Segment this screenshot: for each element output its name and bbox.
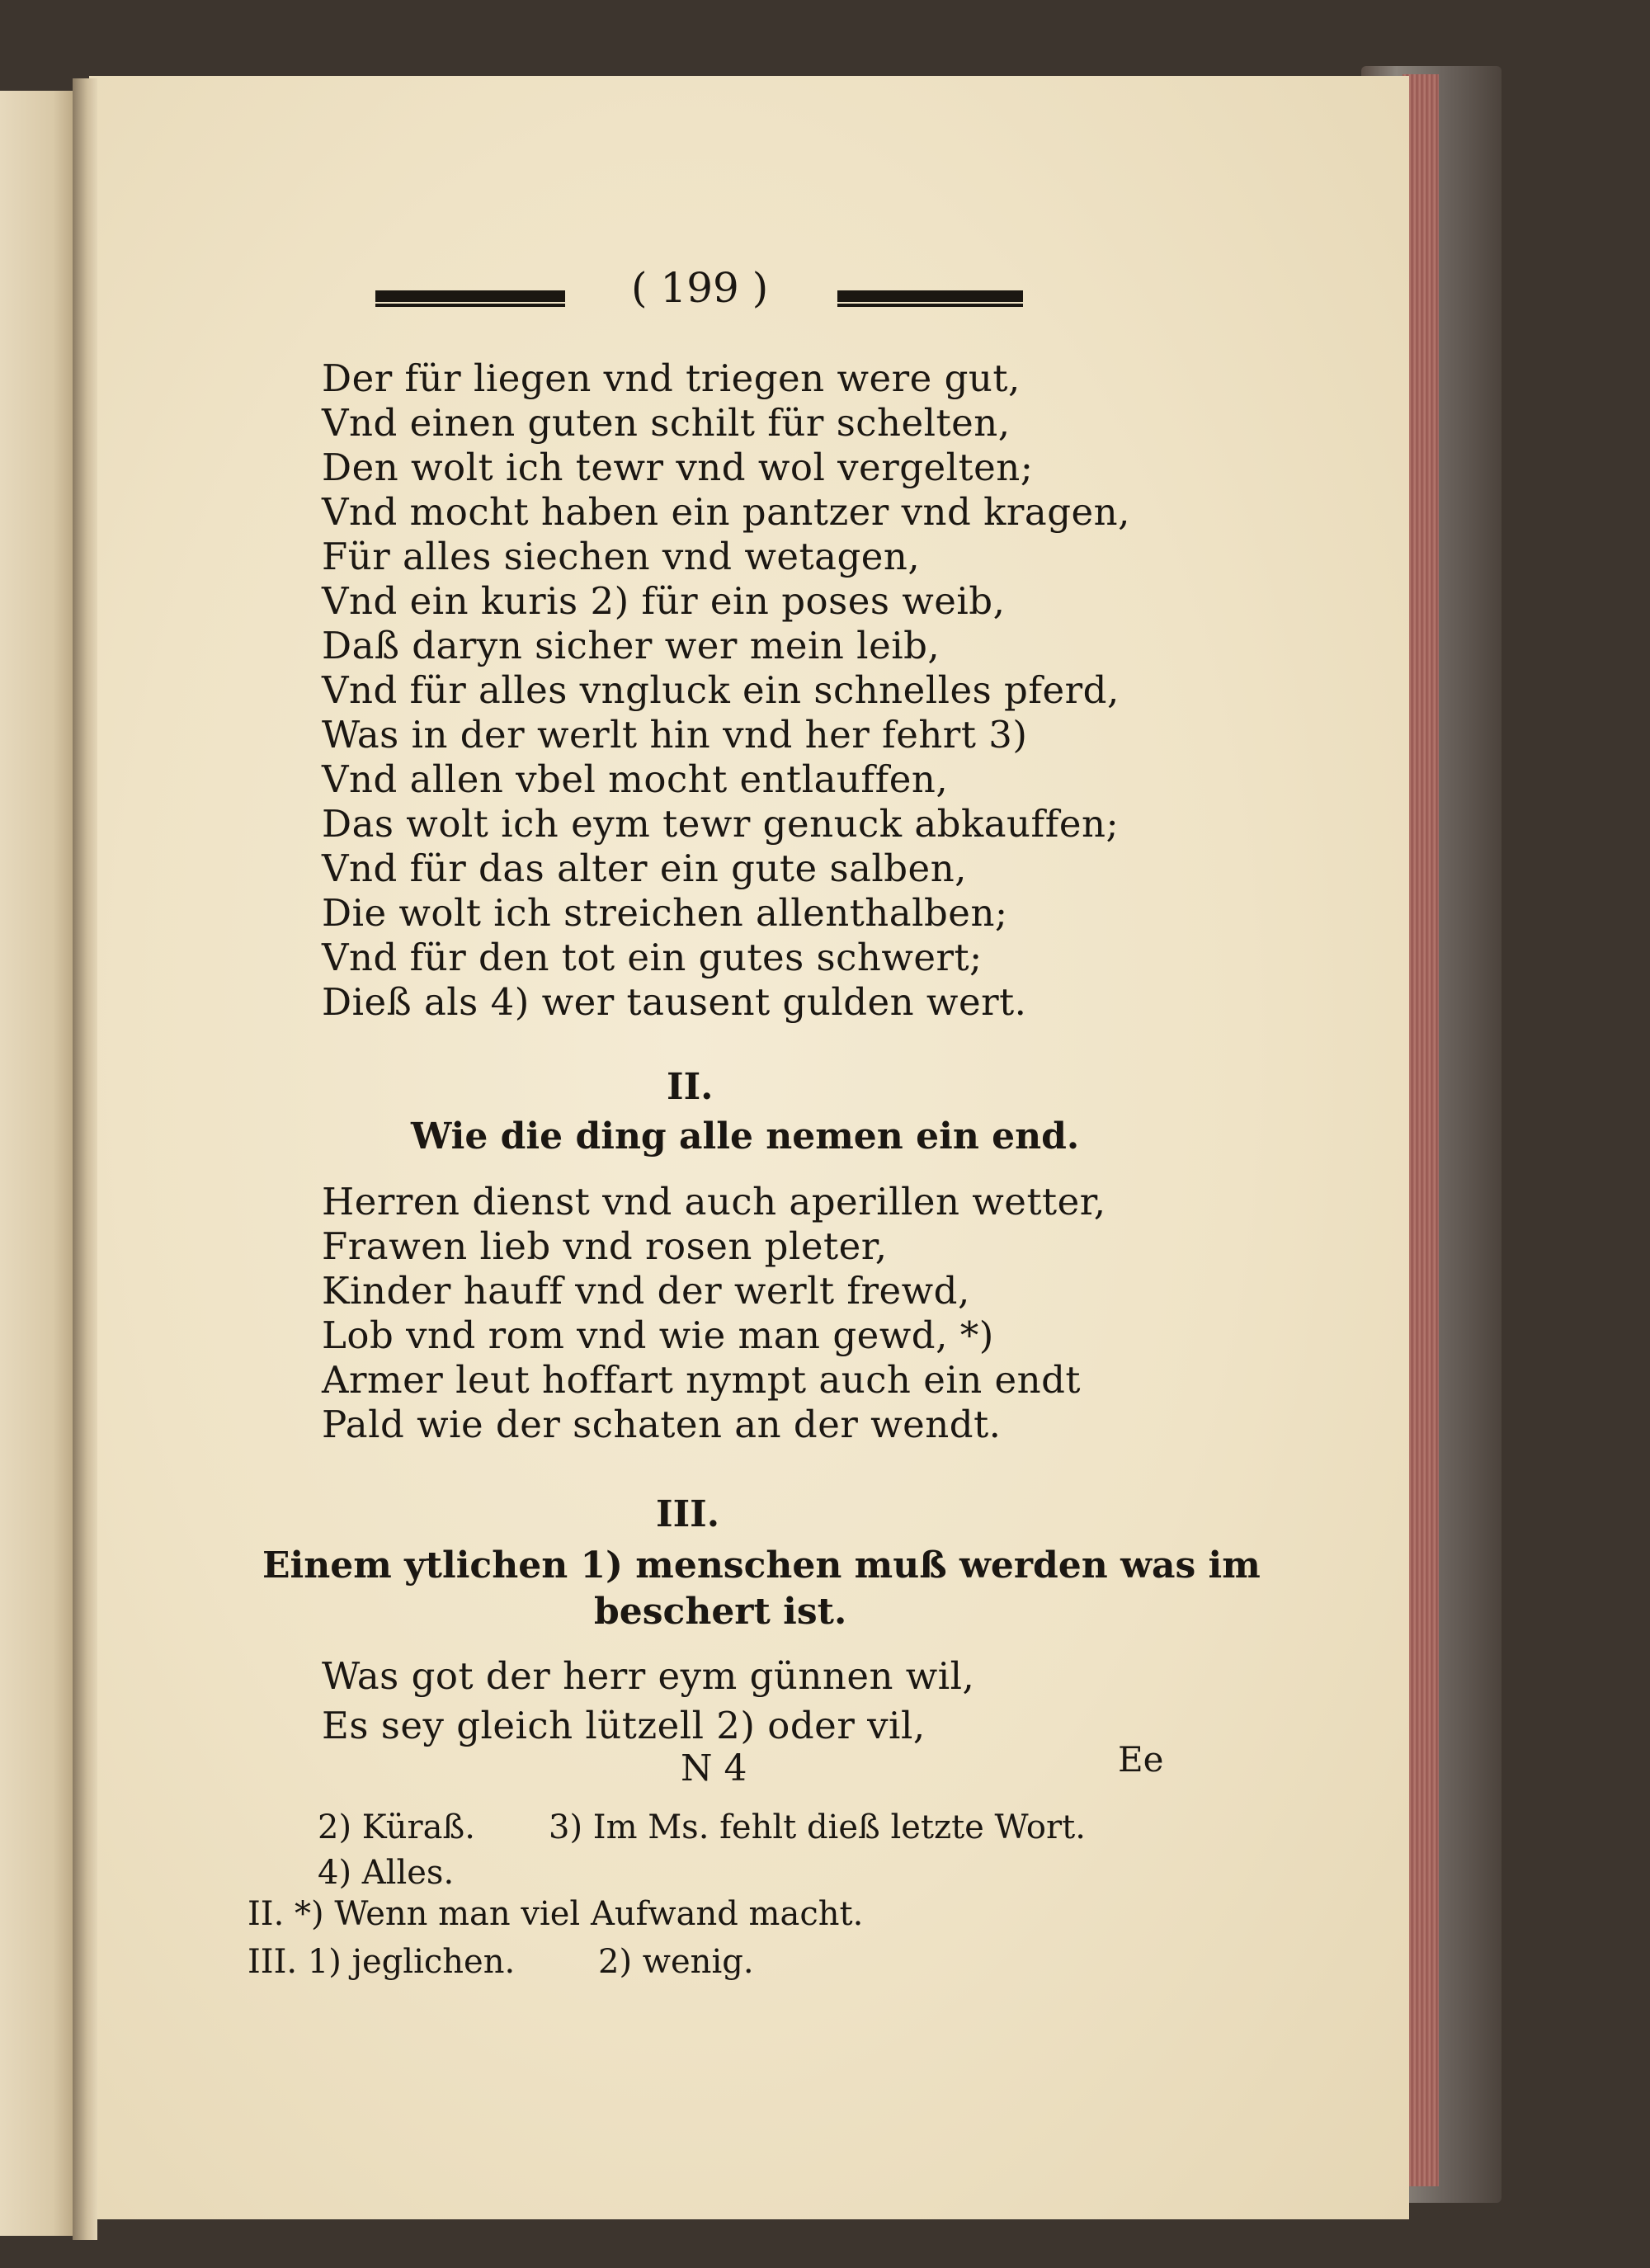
verse-line: Für alles siechen vnd wetagen, xyxy=(322,535,921,578)
verse-line: Dieß als 4) wer tausent gulden wert. xyxy=(322,980,1027,1024)
verse-line: Vnd allen vbel mocht entlauffen, xyxy=(322,757,949,801)
footnote: 4) Alles. xyxy=(318,1854,455,1892)
verse-line: Was got der herr eym günnen wil, xyxy=(322,1654,975,1698)
footnote: 3) Im Ms. fehlt dieß letzte Wort. xyxy=(549,1808,1086,1846)
verse-line: Frawen lieb vnd rosen pleter, xyxy=(322,1224,888,1268)
verse-line: Vnd mocht haben ein pantzer vnd kragen, xyxy=(322,490,1130,534)
section-title: Wie die ding alle nemen ein end. xyxy=(411,1115,1080,1158)
verse-line: Lob vnd rom vnd wie man gewd, *) xyxy=(322,1313,994,1357)
footnote: 2) Küraß. xyxy=(318,1808,475,1846)
section-number: II. xyxy=(667,1066,714,1108)
verse-line: Vnd ein kuris 2) für ein poses weib, xyxy=(322,579,1006,623)
footnote: III. 1) jeglichen. xyxy=(248,1943,516,1981)
verse-line: Vnd einen guten schilt für schelten, xyxy=(322,401,1011,445)
verse-line: Vnd für den tot ein gutes schwert; xyxy=(322,936,983,979)
header-rule-left xyxy=(375,290,565,302)
verse-line: Der für liegen vnd triegen were gut, xyxy=(322,356,1021,400)
verse-line: Die wolt ich streichen allenthalben; xyxy=(322,891,1008,935)
section-title: Einem ytlichen 1) menschen muß werden was im xyxy=(262,1544,1261,1587)
verse-line: Den wolt ich tewr vnd wol vergelten; xyxy=(322,446,1034,489)
signature-mark: Ee xyxy=(1118,1739,1164,1780)
verse-line: Vnd für das alter ein gute salben, xyxy=(322,846,967,890)
verse-line: Armer leut hoffart nympt auch ein endt xyxy=(322,1358,1082,1402)
verse-line: Vnd für alles vngluck ein schnelles pferd, xyxy=(322,668,1120,712)
catchword: N 4 xyxy=(681,1747,747,1789)
header-rule-right xyxy=(837,290,1023,302)
verse-line: Daß daryn sicher wer mein leib, xyxy=(322,624,940,667)
section-title-continued: beschert ist. xyxy=(594,1591,847,1633)
verse-line: Pald wie der schaten an der wendt. xyxy=(322,1403,1002,1446)
book-gutter xyxy=(73,78,97,2240)
verse-line: Es sey gleich lützell 2) oder vil, xyxy=(322,1704,926,1747)
verse-line: Herren dienst vnd auch aperillen wetter, xyxy=(322,1180,1106,1224)
verse-line: Das wolt ich eym tewr genuck abkauffen; xyxy=(322,802,1120,846)
verse-line: Was in der werlt hin vnd her fehrt 3) xyxy=(322,713,1028,757)
footnote: II. *) Wenn man viel Aufwand macht. xyxy=(248,1895,864,1933)
section-number: III. xyxy=(656,1493,720,1535)
verse-line: Kinder hauff vnd der werlt frewd, xyxy=(322,1269,970,1313)
page-number: ( 199 ) xyxy=(631,264,769,312)
footnote: 2) wenig. xyxy=(598,1943,754,1981)
left-page-edge xyxy=(0,91,76,2236)
